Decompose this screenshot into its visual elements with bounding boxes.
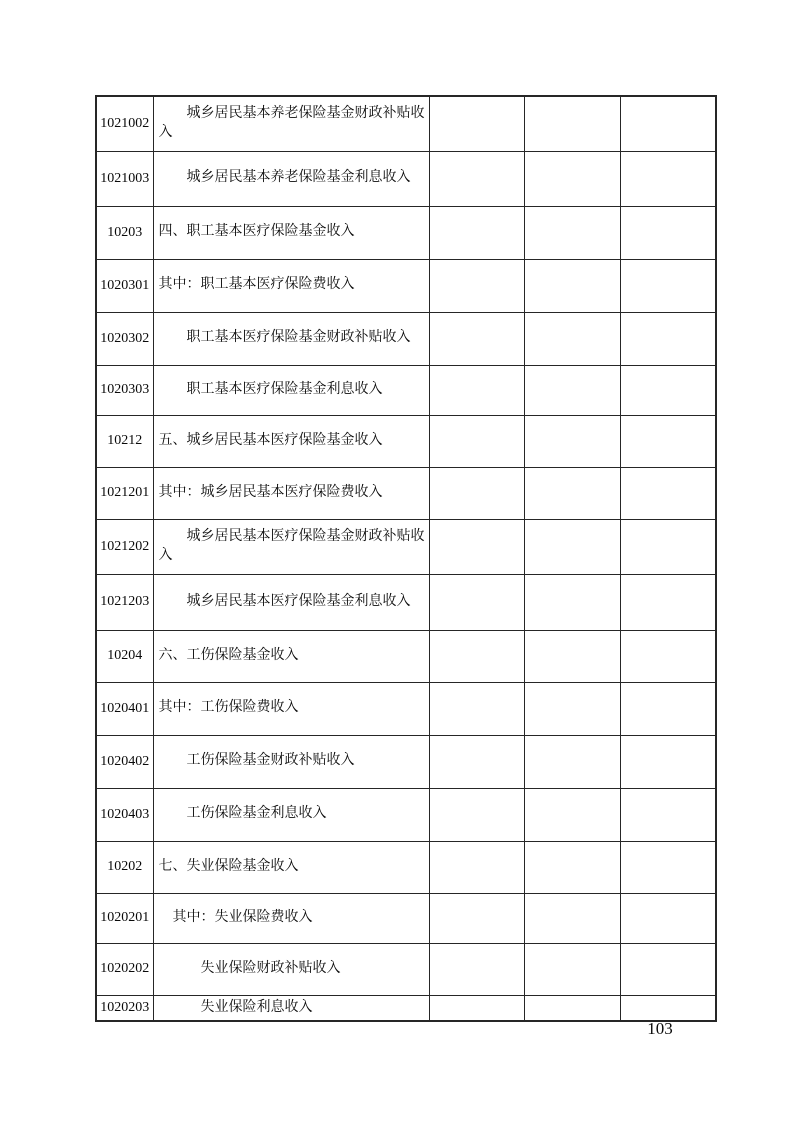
row-label: 其中：工伤保险费收入 [153, 682, 429, 735]
value-cell [524, 841, 620, 893]
row-code: 1020301 [96, 259, 153, 312]
value-cell [429, 206, 524, 259]
value-cell [524, 415, 620, 467]
value-cell [620, 788, 716, 841]
value-cell [524, 682, 620, 735]
row-label: 城乡居民基本医疗保险基金利息收入 [153, 574, 429, 630]
table-row [96, 519, 716, 574]
value-cell [429, 788, 524, 841]
value-cell [429, 943, 524, 995]
value-cell [524, 365, 620, 415]
row-code: 1021003 [96, 151, 153, 206]
row-code: 1021202 [96, 519, 153, 574]
row-label: 六、工伤保险基金收入 [153, 630, 429, 682]
value-cell [524, 312, 620, 365]
value-cell [429, 682, 524, 735]
row-label: 工伤保险基金财政补贴收入 [153, 735, 429, 788]
table-row [96, 151, 716, 206]
row-code: 10202 [96, 841, 153, 893]
row-code: 1021002 [96, 96, 153, 151]
value-cell [524, 788, 620, 841]
value-cell [429, 995, 524, 1021]
row-code: 1021203 [96, 574, 153, 630]
value-cell [620, 995, 716, 1021]
value-cell [620, 735, 716, 788]
value-cell [524, 574, 620, 630]
table-row [96, 682, 716, 735]
table-row [96, 312, 716, 365]
row-label: 职工基本医疗保险基金利息收入 [153, 365, 429, 415]
row-code: 1020201 [96, 893, 153, 943]
row-label: 失业保险财政补贴收入 [153, 943, 429, 995]
value-cell [429, 365, 524, 415]
value-cell [524, 893, 620, 943]
value-cell [620, 259, 716, 312]
value-cell [524, 96, 620, 151]
table-row [96, 206, 716, 259]
row-code: 1020403 [96, 788, 153, 841]
value-cell [429, 312, 524, 365]
row-label: 其中：城乡居民基本医疗保险费收入 [153, 467, 429, 519]
row-code: 1020203 [96, 995, 153, 1021]
table-row [96, 893, 716, 943]
row-code: 10212 [96, 415, 153, 467]
table-row [96, 259, 716, 312]
value-cell [620, 630, 716, 682]
value-cell [524, 735, 620, 788]
value-cell [620, 415, 716, 467]
row-label: 城乡居民基本养老保险基金财政补贴收入 [153, 96, 429, 151]
value-cell [620, 151, 716, 206]
row-code: 1020401 [96, 682, 153, 735]
value-cell [429, 259, 524, 312]
value-cell [620, 467, 716, 519]
value-cell [429, 630, 524, 682]
table-row [96, 415, 716, 467]
value-cell [620, 893, 716, 943]
row-label: 失业保险利息收入 [153, 995, 429, 1021]
row-code: 1020202 [96, 943, 153, 995]
value-cell [429, 841, 524, 893]
value-cell [524, 206, 620, 259]
row-label: 城乡居民基本医疗保险基金财政补贴收入 [153, 519, 429, 574]
row-code: 1021201 [96, 467, 153, 519]
value-cell [620, 312, 716, 365]
row-label: 其中：职工基本医疗保险费收入 [153, 259, 429, 312]
table-row [96, 630, 716, 682]
value-cell [620, 519, 716, 574]
row-code: 1020302 [96, 312, 153, 365]
value-cell [620, 943, 716, 995]
table-row [96, 574, 716, 630]
value-cell [620, 96, 716, 151]
row-code: 10203 [96, 206, 153, 259]
row-label: 七、失业保险基金收入 [153, 841, 429, 893]
row-label: 五、城乡居民基本医疗保险基金收入 [153, 415, 429, 467]
table-row [96, 841, 716, 893]
table-row [96, 788, 716, 841]
value-cell [429, 519, 524, 574]
value-cell [524, 995, 620, 1021]
value-cell [620, 841, 716, 893]
row-code: 1020303 [96, 365, 153, 415]
row-label: 其中：失业保险费收入 [153, 893, 429, 943]
table-row [96, 365, 716, 415]
table-row [96, 96, 716, 151]
value-cell [429, 415, 524, 467]
table-row [96, 467, 716, 519]
row-code: 10204 [96, 630, 153, 682]
value-cell [620, 206, 716, 259]
table-row [96, 995, 716, 1021]
value-cell [620, 574, 716, 630]
page-number: 103 [647, 1019, 673, 1038]
value-cell [429, 467, 524, 519]
value-cell [620, 682, 716, 735]
row-code: 1020402 [96, 735, 153, 788]
value-cell [524, 630, 620, 682]
value-cell [524, 467, 620, 519]
value-cell [524, 259, 620, 312]
row-label: 工伤保险基金利息收入 [153, 788, 429, 841]
budget-table [95, 95, 717, 1022]
row-label: 城乡居民基本养老保险基金利息收入 [153, 151, 429, 206]
table-row [96, 943, 716, 995]
row-label: 职工基本医疗保险基金财政补贴收入 [153, 312, 429, 365]
value-cell [429, 574, 524, 630]
value-cell [429, 96, 524, 151]
table-row [96, 735, 716, 788]
row-label: 四、职工基本医疗保险基金收入 [153, 206, 429, 259]
value-cell [524, 519, 620, 574]
value-cell [620, 365, 716, 415]
value-cell [429, 735, 524, 788]
value-cell [524, 151, 620, 206]
value-cell [524, 943, 620, 995]
value-cell [429, 893, 524, 943]
value-cell [429, 151, 524, 206]
